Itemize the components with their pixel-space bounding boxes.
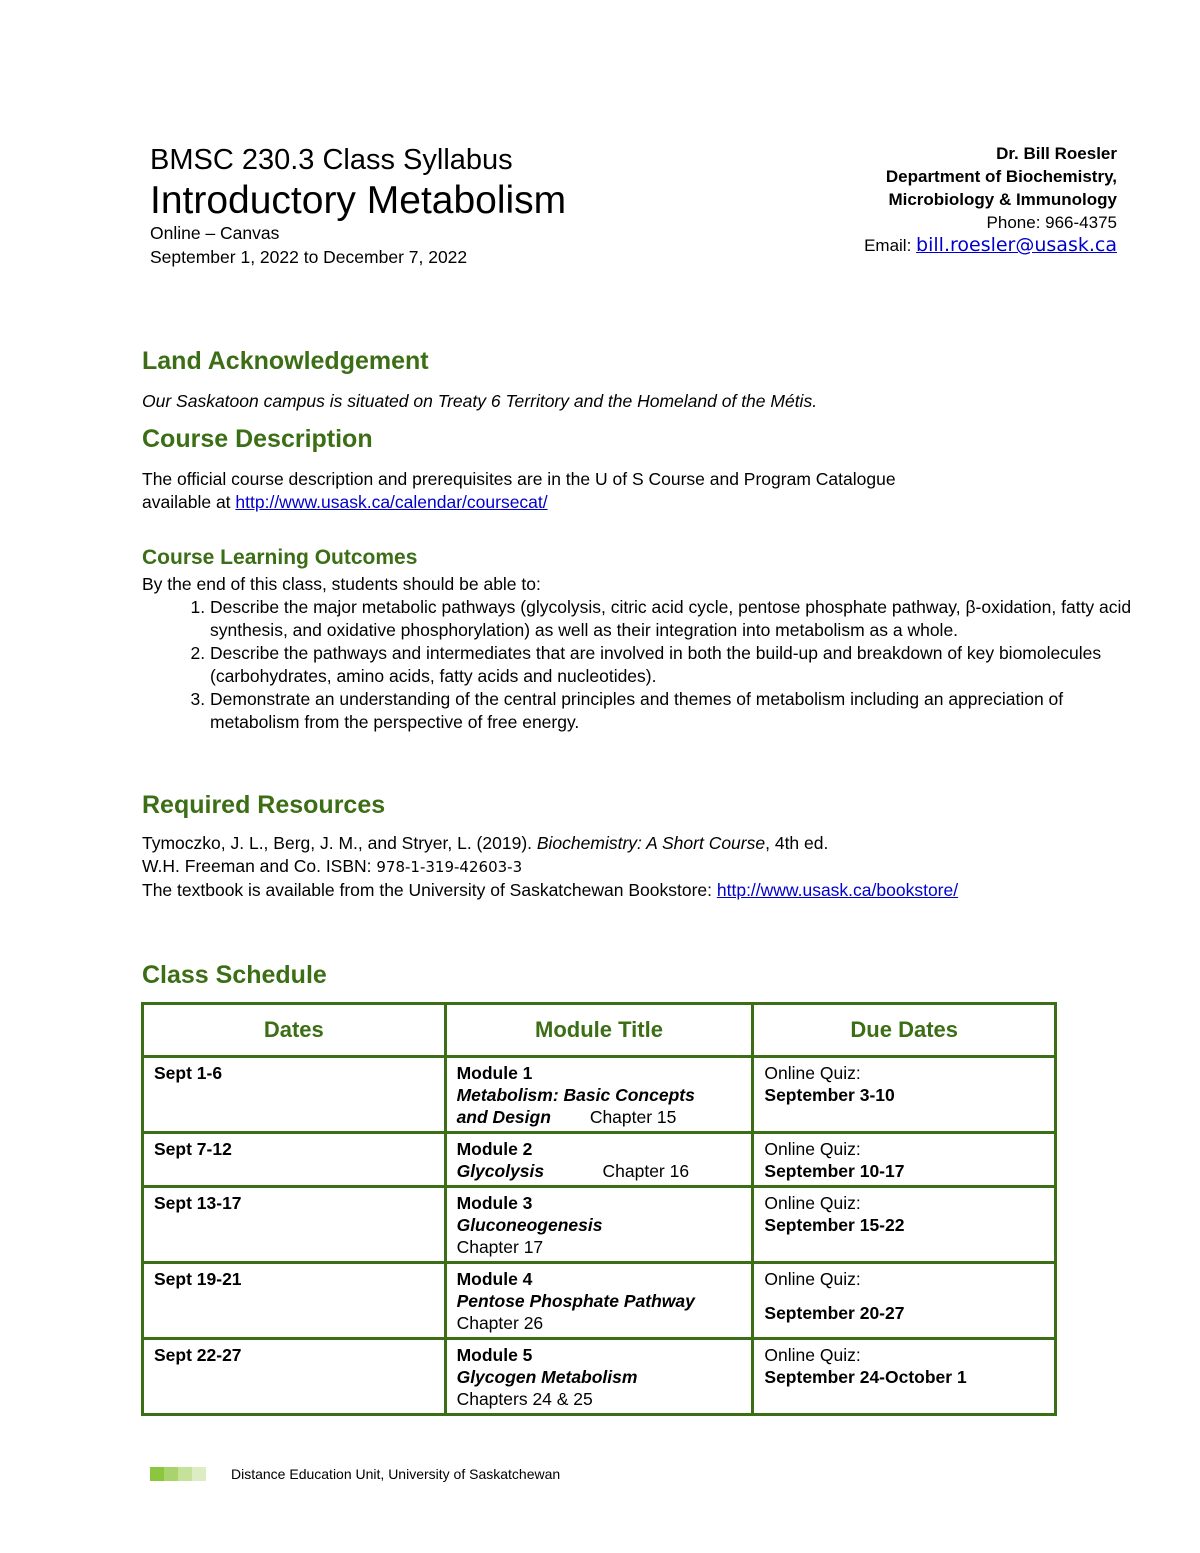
- footer-square-icon: [164, 1467, 178, 1481]
- footer-logo: [150, 1465, 206, 1483]
- row-dates: Sept 1-6: [143, 1057, 446, 1133]
- row-dates: Sept 22-27: [143, 1339, 446, 1415]
- email-link[interactable]: bill.roesler@usask.ca: [916, 234, 1117, 256]
- textbook-citation: [142, 832, 1082, 855]
- resources-text: [142, 832, 1082, 902]
- module-number: Module 2: [456, 1139, 533, 1159]
- row-due: [753, 1263, 1056, 1339]
- bookstore-link[interactable]: http://www.usask.ca/bookstore/: [716, 880, 959, 900]
- course-description-heading: Course Description: [142, 425, 373, 453]
- table-row: [143, 1263, 1056, 1339]
- required-resources-heading: Required Resources: [142, 791, 386, 819]
- instructor-email-line: [864, 234, 1117, 257]
- table-row: [143, 1057, 1056, 1133]
- publisher-line: [142, 855, 1082, 879]
- row-due: [753, 1057, 1056, 1133]
- due-label: Online Quiz:: [764, 1063, 861, 1083]
- isbn: 978-1-319-42603-3: [376, 858, 523, 876]
- module-title: Pentose Phosphate Pathway: [456, 1291, 695, 1311]
- publisher: W.H. Freeman and Co. ISBN:: [142, 856, 377, 876]
- due-label: Online Quiz:: [764, 1139, 861, 1159]
- column-header-due: Due Dates: [753, 1004, 1056, 1057]
- row-due: [753, 1339, 1056, 1415]
- due-date: September 10-17: [764, 1161, 905, 1181]
- email-label: Email:: [864, 236, 917, 255]
- course-title: Introductory Metabolism: [150, 179, 567, 222]
- learning-outcomes-heading: Course Learning Outcomes: [142, 546, 418, 569]
- column-header-dates: Dates: [143, 1004, 446, 1057]
- module-chapter: Chapters 24 & 25: [456, 1389, 593, 1409]
- delivery-mode: Online – Canvas: [150, 223, 280, 243]
- outcome-item: 2. Describe the pathways and intermediates that are involved in both the build-up and breakdown of key biomolecules (carbohydrates, amino acids, fatty acids and nucleotides).: [210, 642, 1140, 688]
- available-at-label: available at: [142, 492, 236, 512]
- outcome-item: 1. Describe the major metabolic pathways (glycolysis, citric acid cycle, pentose phosphate pathway, β-oxidation, fatty acid synthesis, and oxidative phosphorylation) as well as their integration into metabolism as a whole.: [210, 596, 1140, 642]
- instructor-block: [864, 142, 1117, 257]
- due-label: Online Quiz:: [764, 1193, 861, 1213]
- module-title: Glycolysis: [456, 1161, 545, 1181]
- module-number: Module 4: [456, 1269, 533, 1289]
- module-chapter: Chapter 17: [456, 1237, 544, 1257]
- row-module: [445, 1339, 753, 1415]
- due-date: September 3-10: [764, 1085, 895, 1105]
- course-catalogue-link[interactable]: http://www.usask.ca/calendar/coursecat/: [235, 492, 548, 512]
- footer-text: Distance Education Unit, University of Saskatchewan: [231, 1466, 561, 1482]
- due-date: September 24-October 1: [764, 1367, 967, 1387]
- course-description-line1: The official course description and prerequisites are in the U of S Course and Program Catalogue: [142, 469, 896, 489]
- instructor-phone: Phone: 966-4375: [986, 213, 1117, 232]
- table-row: [143, 1187, 1056, 1263]
- citation-authors: Tymoczko, J. L., Berg, J. M., and Stryer, L. (2019).: [142, 833, 537, 853]
- row-due: [753, 1187, 1056, 1263]
- column-header-module: Module Title: [445, 1004, 753, 1057]
- module-chapter: Chapter 16: [602, 1161, 690, 1181]
- footer-square-icon: [178, 1467, 192, 1481]
- table-row: [143, 1339, 1056, 1415]
- class-schedule-heading: Class Schedule: [142, 961, 327, 989]
- department-line1: Department of Biochemistry,: [885, 167, 1117, 186]
- course-dates: September 1, 2022 to December 7, 2022: [150, 247, 468, 267]
- schedule-table: [141, 1002, 1057, 1416]
- citation-edition: , 4th ed.: [765, 833, 829, 853]
- table-header-row: [143, 1004, 1056, 1057]
- table-row: [143, 1133, 1056, 1187]
- instructor-name: Dr. Bill Roesler: [996, 144, 1117, 163]
- department-line2: Microbiology & Immunology: [888, 190, 1117, 209]
- module-title: Gluconeogenesis: [456, 1215, 603, 1235]
- bookstore-text: The textbook is available from the University of Saskatchewan Bookstore:: [142, 880, 717, 900]
- due-label: Online Quiz:: [764, 1269, 861, 1289]
- row-module: [445, 1187, 753, 1263]
- due-label: Online Quiz:: [764, 1345, 861, 1365]
- row-module: [445, 1057, 753, 1133]
- bookstore-line: [142, 879, 1082, 902]
- footer-square-icon: [150, 1467, 164, 1481]
- row-module: [445, 1133, 753, 1187]
- course-code: BMSC 230.3 Class Syllabus: [150, 144, 513, 176]
- row-module: [445, 1263, 753, 1339]
- row-dates: Sept 7-12: [143, 1133, 446, 1187]
- module-chapter: Chapter 15: [589, 1107, 677, 1127]
- row-dates: Sept 13-17: [143, 1187, 446, 1263]
- course-description-text: [142, 468, 1082, 514]
- outcomes-intro: By the end of this class, students should be able to:: [142, 574, 541, 594]
- module-chapter: Chapter 26: [456, 1313, 544, 1333]
- due-date: September 15-22: [764, 1215, 905, 1235]
- module-number: Module 5: [456, 1345, 533, 1365]
- row-due: [753, 1133, 1056, 1187]
- module-title: Metabolism: Basic Concepts and Design: [456, 1085, 695, 1127]
- footer-square-icon: [192, 1467, 206, 1481]
- land-acknowledgement-text: Our Saskatoon campus is situated on Treaty 6 Territory and the Homeland of the Métis.: [142, 391, 818, 411]
- course-description-line2: [142, 491, 1082, 514]
- module-number: Module 1: [456, 1063, 533, 1083]
- row-dates: Sept 19-21: [143, 1263, 446, 1339]
- outcome-item: 3. Demonstrate an understanding of the central principles and themes of metabolism including an appreciation of metabolism from the perspective of free energy.: [210, 688, 1140, 734]
- outcomes-list: [142, 596, 1140, 734]
- module-number: Module 3: [456, 1193, 533, 1213]
- module-title: Glycogen Metabolism: [456, 1367, 638, 1387]
- land-acknowledgement-heading: Land Acknowledgement: [142, 347, 429, 375]
- due-date: September 20-27: [764, 1303, 905, 1323]
- book-title: Biochemistry: A Short Course: [536, 833, 766, 853]
